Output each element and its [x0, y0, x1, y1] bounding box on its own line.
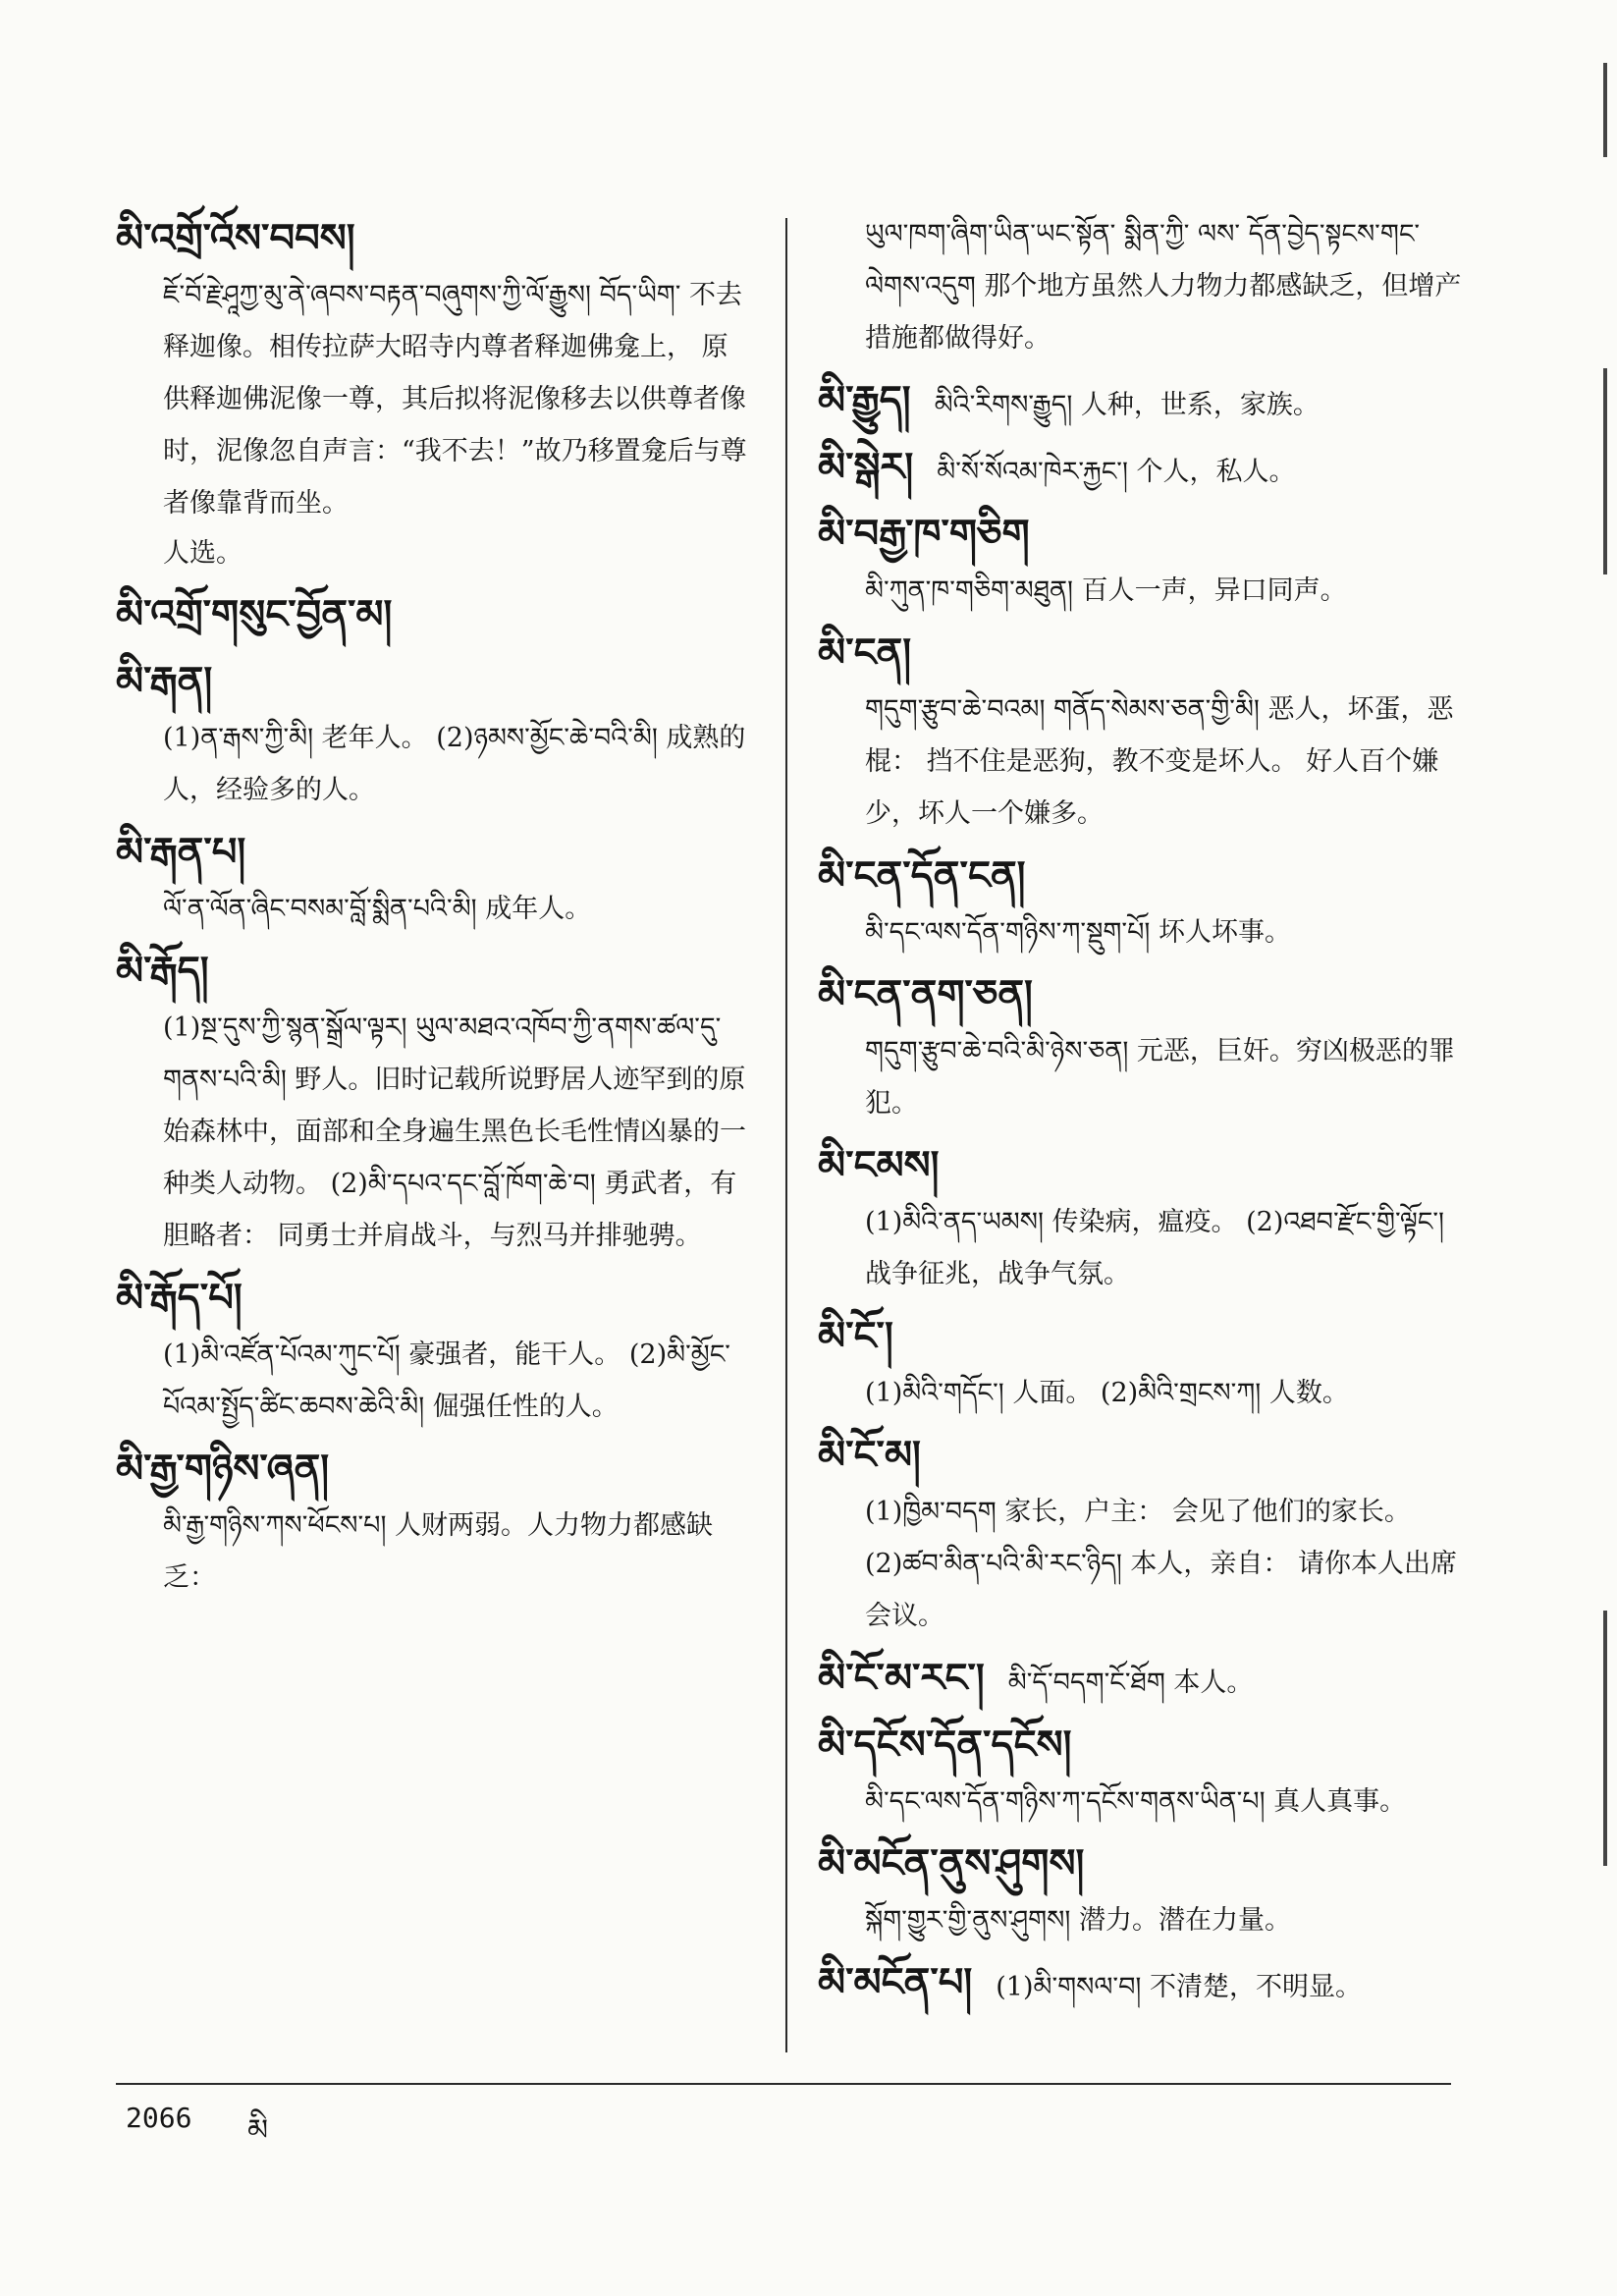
entry-text: (1)སྔ་དུས་ཀྱི་སྙན་སྒྲོལ་ལྟར། ཡུལ་མཐའ་འཁོབ་ཀྱི་ནགས་ཚལ་དུ་གནས་པའི་མི། 野人。旧时记载所说野居人迹罕到的原始森林中，面部和全身遍生黑色长毛性情凶暴的一种类人动物。 (2)མི་དཔའ་དང་བློ་ཁོག་ཆེ་བ། 勇武者，有胆略者： 同勇士并肩战斗，与烈马并排驰骋。 [163, 1012, 746, 1251]
entry-text: མི་དང་ལས་དོན་གཉིས་ཀ་སྡུག་པོ། 坏人坏事。 [865, 917, 1291, 948]
edge-mark [1603, 63, 1607, 157]
headword: མི་བརྒྱ་ཁ་གཅིག [818, 512, 1030, 557]
headword: མི་མངོན་པ། [818, 1960, 973, 2005]
entry-text: (1)ཁྱིམ་བདག 家长，户主： 会见了他们的家长。 (2)ཚབ་མིན་པའི་མི་རང་ཉིད། 本人，亲自： 请你本人出席会议。 [865, 1497, 1457, 1631]
entry [818, 1952, 1478, 2013]
entry-text: གདུག་རྩུབ་ཆེ་བའམ། གནོད་སེམས་ཅན་གྱི་མི། 恶人，坏蛋，恶棍： 挡不住是恶狗，教不变是坏人。 好人百个嫌少，坏人一个嫌多。 [865, 694, 1454, 829]
entry-text: གདུག་རྩུབ་ཆེ་བའི་མི་ཉེས་ཅན། 元恶，巨奸。穷凶极恶的罪犯。 [865, 1036, 1455, 1119]
entry [818, 1833, 1478, 1946]
entry [818, 1648, 1478, 1709]
headword: མི་འགྲོ་འོས་བབས། [116, 216, 355, 261]
entry-text: (1)མི་འཛོན་པོའམ་ཀུང་པོ། 豪强者，能干人。 (2)མི་མྱོང་པོའམ་སྤྱོད་ཚིང་ཆབས་ཆེའི་མི། 倔强任性的人。 [163, 1339, 730, 1422]
entry [818, 208, 1478, 364]
entry [116, 584, 754, 645]
entry-text: མི་རྒྱ་གཉིས་ཀས་ཕོངས་པ། 人财两弱。人力物力都感缺乏： [163, 1510, 714, 1593]
edge-mark [1603, 368, 1607, 574]
entry [116, 1439, 754, 1604]
entry-gloss: 人选。 [163, 538, 243, 569]
entry-text: (1)ན་རྒས་ཀྱི་མི། 老年人。 (2)ཉམས་མྱོང་ཆེ་བའི་མི། 成熟的人，经验多的人。 [163, 723, 746, 805]
edge-mark [1603, 1611, 1607, 1866]
headword: མི་ངོ་མ། [818, 1433, 921, 1478]
left-column [116, 208, 754, 1610]
entry [818, 504, 1478, 617]
entry [818, 437, 1478, 498]
headword: མི་ངན་ནག་ཅན། [818, 972, 1033, 1017]
entry-text: མིའི་རིགས་རྒྱུད། 人种，世系，家族。 [934, 390, 1320, 420]
section-letter: མི [247, 2113, 269, 2148]
headword: མི་དངོས་དོན་དངོས། [818, 1722, 1072, 1768]
column-divider [785, 218, 787, 2052]
headword: མི་མངོན་ནུས་ཤུགས། [818, 1841, 1085, 1886]
entry [818, 370, 1478, 431]
headword: མི་སྒེར། [818, 445, 914, 490]
entry-text: མི་སོ་སོའམ་ཁེར་རྐྱང་། 个人，私人。 [937, 457, 1296, 487]
entry [818, 964, 1478, 1129]
entry [116, 651, 754, 816]
headword: མི་ངོ་མ་རང་། [818, 1656, 985, 1701]
entry [818, 1715, 1478, 1828]
entry-text: (1)མིའི་གདོང་། 人面。 (2)མིའི་གྲངས་ཀ། 人数。 [865, 1378, 1349, 1408]
entry-text: མི་དོ་བདག་ངོ་ཐོག 本人。 [1007, 1667, 1254, 1698]
entry [818, 1306, 1478, 1419]
entry-text: མི་དང་ལས་དོན་གཉིས་ཀ་དངོས་གནས་ཡིན་པ། 真人真事。 [865, 1786, 1407, 1817]
page-number: 2066 [126, 2102, 192, 2134]
entry [116, 941, 754, 1262]
headword: མི་ངམས། [818, 1143, 940, 1188]
entry [818, 846, 1478, 958]
entry-text: ལོ་ན་ལོན་ཞིང་བསམ་བློ་སྨིན་པའི་མི། 成年人。 [163, 894, 592, 924]
right-column [818, 208, 1478, 2019]
entry-text: (1)མིའི་ནད་ཡམས། 传染病，瘟疫。 (2)འཐབ་རྫོང་གྱི་ལྟོང་། 战争征兆，战争气氛。 [865, 1207, 1445, 1289]
headword: མི་ངན། [818, 630, 912, 676]
headword: མི་འགྲོ་གསུང་བྱོན་མ། [116, 592, 393, 637]
headword: མི་རྒྱ་གཉིས་ཞན། [116, 1447, 330, 1492]
headword: མི་རྒོད་པོ། [116, 1276, 243, 1321]
entry-text: ཡུལ་ཁག་ཞིག་ཡིན་ཡང་སྟོན་ སྨིན་ཀྱི་ ལས་ དོན་བྱེད་སྟངས་གང་ལེགས་འདུག 那个地方虽然人力物力都感缺乏，但增产措施都做得好。 [865, 219, 1462, 354]
entry [116, 822, 754, 935]
entry [116, 208, 754, 578]
entry [818, 1135, 1478, 1300]
entry-text: སྐོག་གྱུར་གྱི་ནུས་ཤུགས། 潜力。潜在力量。 [865, 1905, 1291, 1936]
headword: མི་རྒན། [116, 659, 213, 704]
footer-rule [116, 2083, 1451, 2085]
headword: མི་རྒན་པ། [116, 830, 246, 875]
entry-text: མི་ཀུན་ཁ་གཅིག་མཐུན། 百人一声，异口同声。 [865, 575, 1347, 606]
headword: མི་ངོ་། [818, 1314, 893, 1359]
entry [818, 623, 1478, 840]
entry-text: (1)མི་གསལ་བ། 不清楚，不明显。 [996, 1972, 1362, 2002]
entry-text: ཇོ་བོ་རྗེ་ཤཱཀྱ་མུ་ནེ་ཞབས་བརྟན་བཞུགས་ཀྱི་ལོ་རྒྱུས། བོད་ཡིག་ 不去释迦像。相传拉萨大昭寺内尊者释迦佛龛上， 原供释迦佛泥像一尊，其后拟将泥像移去以供尊者像时，泥像忽自声言：“我不去！”故乃移置龛后与尊者像靠背而坐。 [163, 280, 747, 519]
headword: མི་རྒྱུད། [818, 378, 911, 423]
entry [818, 1425, 1478, 1642]
headword: མི་ངན་དོན་ངན། [818, 853, 1026, 899]
headword: མི་རྒོད། [116, 949, 209, 994]
entry [116, 1268, 754, 1433]
